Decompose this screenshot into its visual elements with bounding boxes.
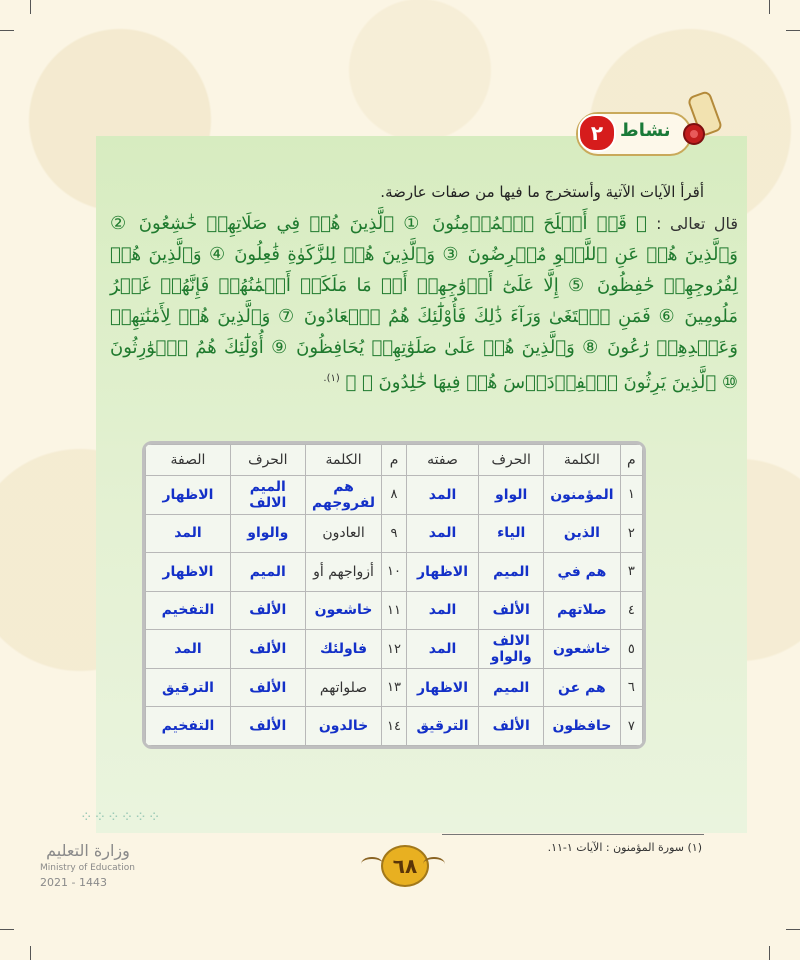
table-header-row xyxy=(146,445,643,476)
row-number: ١٠ xyxy=(382,553,406,592)
crop-mark xyxy=(0,30,14,31)
row-number: ١١ xyxy=(382,591,406,630)
crop-mark xyxy=(786,929,800,930)
word-cell[interactable]: الذين xyxy=(544,514,621,553)
row-number: ٧ xyxy=(620,707,642,746)
crop-mark xyxy=(769,0,770,14)
header-cell: الكلمة xyxy=(305,445,382,476)
header-cell: الحرف xyxy=(230,445,305,476)
attribute-cell[interactable]: الاظهار xyxy=(406,668,479,707)
verse-text: ﴿ قَدۡ أَفۡلَحَ ٱلۡمُؤۡمِنُونَ ① ٱلَّذِينَ هُمۡ فِي صَلَاتِهِمۡ خَٰشِعُونَ ② وَٱلَّذِينَ هُمۡ عَنِ ٱللَّغۡوِ مُعۡرِضُونَ ③ وَٱلَّذِينَ هُمۡ لِلزَّكَوٰةِ فَٰعِلُونَ ④ وَٱلَّذِينَ هُمۡ لِفُرُوجِهِمۡ حَٰفِظُونَ ⑤ إِلَّا عَلَىٰٓ أَزۡوَٰجِهِمۡ أَوۡ مَا مَلَكَتۡ أَيۡمَٰنُهُمۡ فَإِنَّهُمۡ غَيۡرُ مَلُومِينَ ⑥ فَمَنِ ٱبۡتَغَىٰ وَرَآءَ ذَٰلِكَ فَأُوْلَٰٓئِكَ هُمُ ٱلۡعَادُونَ ⑦ وَٱلَّذِينَ هُمۡ لِأَمَٰنَٰتِهِمۡ وَعَهۡدِهِمۡ رَٰعُونَ ⑧ وَٱلَّذِينَ هُمۡ عَلَىٰ صَلَوَٰتِهِمۡ يُحَافِظُونَ ⑨ أُوْلَٰٓئِكَ هُمُ ٱلۡوَٰرِثُونَ ⑩ ٱلَّذِينَ يَرِثُونَ ٱلۡفِرۡدَوۡسَ هُمۡ فِيهَا خَٰلِدُونَ ⑪ ﴾ xyxy=(110,213,738,393)
table-row xyxy=(146,707,643,746)
attribute-cell[interactable]: الترقيق xyxy=(406,707,479,746)
letter-cell[interactable]: الألف xyxy=(230,630,305,669)
footnote: (١) سورة المؤمنون : الآيات ١-١١. xyxy=(547,841,702,854)
attribute-cell[interactable]: المد xyxy=(146,514,231,553)
header-cell: م xyxy=(382,445,406,476)
table-row xyxy=(146,514,643,553)
attribute-cell[interactable]: التفخيم xyxy=(146,707,231,746)
row-number: ٢ xyxy=(620,514,642,553)
word-cell[interactable]: فاولئك xyxy=(305,630,382,669)
header-cell: الكلمة xyxy=(544,445,621,476)
word-cell[interactable]: هم عن xyxy=(544,668,621,707)
ornament-left xyxy=(361,857,383,871)
table-row xyxy=(146,591,643,630)
header-cell: صفته xyxy=(406,445,479,476)
word-cell[interactable]: حافظون xyxy=(544,707,621,746)
row-number: ٩ xyxy=(382,514,406,553)
word-cell[interactable]: صلواتهم xyxy=(305,668,382,707)
activity-number: ٢ xyxy=(578,114,616,152)
ministry-logo xyxy=(40,808,190,898)
word-cell[interactable]: العادون xyxy=(305,514,382,553)
ministry-english: Ministry of Education xyxy=(40,863,135,873)
attribute-cell[interactable]: التفخيم xyxy=(146,591,231,630)
word-cell[interactable]: خالدون xyxy=(305,707,382,746)
attribute-cell[interactable]: الاظهار xyxy=(406,553,479,592)
attribute-cell[interactable]: المد xyxy=(406,476,479,515)
word-cell[interactable]: هم لفروجهم xyxy=(305,476,382,515)
word-cell[interactable]: خاشعون xyxy=(544,630,621,669)
row-number: ٣ xyxy=(620,553,642,592)
header-cell: الصفة xyxy=(146,445,231,476)
instruction-text: أقرأ الآيات الآتية وأستخرج ما فيها من صفات عارضة. xyxy=(380,183,704,201)
row-number: ١٤ xyxy=(382,707,406,746)
scroll-icon xyxy=(680,88,728,158)
letter-cell[interactable]: الياء xyxy=(479,514,544,553)
activity-label: نشاط xyxy=(620,120,671,141)
footnote-divider xyxy=(442,834,704,835)
letter-cell[interactable]: والواو xyxy=(230,514,305,553)
letter-cell[interactable]: الألف xyxy=(230,591,305,630)
letter-cell[interactable]: الألف xyxy=(230,707,305,746)
letter-cell[interactable]: الواو xyxy=(479,476,544,515)
letter-cell[interactable]: الميم xyxy=(230,553,305,592)
letter-cell[interactable]: الالف والواو xyxy=(479,630,544,669)
attribute-cell[interactable]: المد xyxy=(146,630,231,669)
crop-mark xyxy=(30,946,31,960)
table-row xyxy=(146,476,643,515)
letter-cell[interactable]: الميم xyxy=(479,553,544,592)
word-cell[interactable]: هم في xyxy=(544,553,621,592)
page-number: ٦٨ xyxy=(381,845,429,887)
header-cell: الحرف xyxy=(479,445,544,476)
word-cell[interactable]: صلاتهم xyxy=(544,591,621,630)
attribute-cell[interactable]: الترقيق xyxy=(146,668,231,707)
verse-intro: قال تعالى : xyxy=(656,214,738,233)
ministry-year: 2021 - 1443 xyxy=(40,876,107,889)
attribute-cell[interactable]: المد xyxy=(406,514,479,553)
verse-reference: (١). xyxy=(323,373,340,384)
crop-mark xyxy=(0,929,14,930)
letter-cell[interactable]: الألف xyxy=(479,707,544,746)
letter-cell[interactable]: الألف xyxy=(479,591,544,630)
page-number-badge xyxy=(361,843,445,887)
table-row xyxy=(146,668,643,707)
letter-cell[interactable]: الألف xyxy=(230,668,305,707)
quran-verses xyxy=(110,208,738,426)
attribute-cell[interactable]: المد xyxy=(406,591,479,630)
attribute-cell[interactable]: الاظهار xyxy=(146,476,231,515)
answer-table xyxy=(142,441,646,749)
word-cell[interactable]: أزواجهم أو xyxy=(305,553,382,592)
attribute-cell[interactable]: المد xyxy=(406,630,479,669)
attribute-cell[interactable]: الاظهار xyxy=(146,553,231,592)
crop-mark xyxy=(786,30,800,31)
ministry-logo-icon: ⁘⁘⁘⁘⁘⁘ xyxy=(80,808,162,826)
crop-mark xyxy=(769,946,770,960)
letter-cell[interactable]: الميم xyxy=(479,668,544,707)
table-row xyxy=(146,630,643,669)
row-number: ١٣ xyxy=(382,668,406,707)
word-cell[interactable]: المؤمنون xyxy=(544,476,621,515)
ornament-right xyxy=(423,857,445,871)
row-number: ٦ xyxy=(620,668,642,707)
row-number: ٤ xyxy=(620,591,642,630)
row-number: ٥ xyxy=(620,630,642,669)
row-number: ١٢ xyxy=(382,630,406,669)
letter-cell[interactable]: الميم الالف xyxy=(230,476,305,515)
row-number: ٨ xyxy=(382,476,406,515)
header-cell: م xyxy=(620,445,642,476)
word-cell[interactable]: خاشعون xyxy=(305,591,382,630)
row-number: ١ xyxy=(620,476,642,515)
crop-mark xyxy=(30,0,31,14)
table-row xyxy=(146,553,643,592)
ministry-name: وزارة التعليم xyxy=(46,841,130,860)
